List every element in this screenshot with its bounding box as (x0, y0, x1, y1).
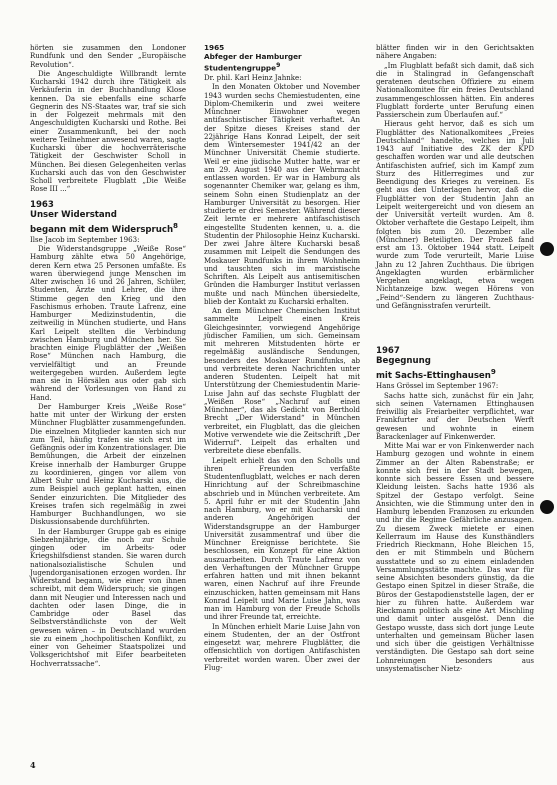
section-year: 1965 (204, 43, 225, 52)
paragraph: Sachs hatte sich, zunächst für ein Jahr, sich seinen Vaternamen Ettinghausen freiwillig als Freiarbeiter verpflichtet, war Frankfurter auf der Deutschen Werft gewesen und wohnte in einem Barackenlager auf Finkenwerder. (376, 390, 534, 441)
paragraph: In der Hamburger Gruppe gab es einige Siebzehnjährige, die noch zur Schule gingen oder im Arbeits- oder Kriegshilfsdienst standen. Sie waren durch nationalsozialistische Schulen und Jugendorganisationen erzogen worden. Ihr Widerstand begann, wie einer von ihnen schreibt, mit dem Widerspruch; sie gingen dann mit Neugier und Interessen nach und dachten oder lasen Dinge, die in Cambridge oder Basel das Selbstverständlichste von der Welt gewesen wären – in Deutschland wurden sie zu einem „hochpolitischen Konflikt, zu einer von Geheimer Staatspolizei und Volksgerichtshof mit Eifer bearbeiteten Hochverratssache“. (30, 526, 186, 668)
column-1 (30, 44, 186, 669)
byline: Hans Grössel im September 1967: (376, 381, 499, 391)
paragraph: hörten sie zusammen den Londoner Rundfunk und den Sender „Europäische Revolution“. (30, 43, 186, 69)
quote: „Im Flugblatt befaßt sich damit, daß sich die in Stalingrad in Gefangenschaft geratenen deutschen Offiziere zu einem Nationalkomitee für ein freies Deutschland zusammengeschlossen hätten. Ein anderes Flugblatt forderte unter Berufung einen Passierschein zum Überlaufen auf.“ (376, 60, 534, 119)
byline: Dr. phil. Karl Heinz Jahnke: (204, 73, 302, 83)
section-heading: begann mit dem Widerspruch$^8$ (30, 220, 179, 235)
page-number: 4 (30, 760, 36, 770)
punch-hole (540, 242, 554, 256)
section-heading: mit Sachs-Ettinghausen$^9$ (376, 367, 496, 382)
column-3 (376, 44, 534, 674)
footnote-marker: 8 (173, 220, 179, 230)
paragraph: Die Angeschuldigte Willbrandt lernte Kucharski 1942 durch ihre Tätigkeit als Verkäuferin in der Buchhandlung Klose kennen. Da sie ebenfalls eine scharfe Gegnerin des NS-Staates war, traf sie sich in der Folgezeit mehrmals mit den Angeschuldigten Kucharski und Rothe. Bei einer Zusammenkunft, bei der noch weitere Teilnehmer anwesend waren, sagte Kucharski über die hochverräterische Tätigkeit der Geschwister Scholl in München. Bei diesen Gelegenheiten verlas Kucharski auch das von den Geschwister Scholl verbreitete Flugblatt „Die Weiße Rose III ...“ (30, 68, 186, 194)
paragraph: Hieraus geht hervor, daß es sich um Flugblätter des Nationalkomitees „Freies Deutschland“ handelte, welches im Juli 1943 auf Initiative des ZK der KPD geschaffen worden war und alle deutschen Antifaschisten aufrief, sich im Kampf zum Sturz des Hitlerregimes und zur Beendigung des Krieges zu vereinen. Es geht aus den Unterlagen hervor, daß die Flugblätter von der Studentin Jahn an Leipelt weitergereicht und von diesem an der Universität verteilt wurden. Am 8. Oktober verhaftete die Gestapo Leipelt, ihm folgten bis zum 20. Dezember alle (Münchner) Beteiligten. Der Prozeß fand erst am 13. Oktober 1944 statt. Leipelt wurde zum Tode verurteilt, Marie Luise Jahn zu 12 Jahren Zuchthaus. Die übrigen Angeklagten wurden erbärmlicher Vergehen angeklagt, etwa wegen Nichtanzeige bzw. wegen Hörens von „Feind“-Sendern zu längeren Zuchthaus- und Gefängnisstrafen verurteilt. (376, 119, 534, 310)
section-heading: Unser Widerstand (30, 209, 117, 220)
footnote-marker: 9 (490, 367, 496, 377)
section-heading: Studentengruppe$^9$ (204, 62, 281, 73)
section-year: 1963 (30, 199, 54, 210)
paragraph: Leipelt erhielt das von den Scholls und ihren Freunden verfaßte Studentenflugblatt, welches er nach deren Hinrichtung auf der Schreibmaschine abschrieb und in München verbreitete. Am 5. April fuhr er mit der Studentin Jahn nach Hamburg, wo er mit Kucharski und anderen Angehörigen der Widerstandsgruppe an der Hamburger Universität zusammentraf und über die Münchner Ereignisse berichtete. Sie beschlossen, ein Konzept für eine Aktion auszuarbeiten. Durch Traute Lafrenz von den Verhaftungen der Münchner Gruppe erfahren hatten und mit ihnen bekannt waren, einen Nachruf auf ihre Freunde einzuschicken, hatten gemeinsam mit Hans Konrad Leipelt und Marie Luise Jahn, was man im Hamburg von der Freude Scholls und ihrer Freunde tat, erreichte. (204, 455, 360, 622)
paragraph: In den Monaten Oktober und November 1943 wurden sechs Chemiestudenten, eine Diplom-Chemikerin und zwei weitere Münchner Einwohner wegen antifaschistischer Tätigkeit verhaftet. An der Spitze dieses Kreises stand der 22jährige Hans Konrad Leipelt, der seit dem Wintersemester 1941/42 an der Münchner Universität Chemie studierte. Weil er eine jüdische Mutter hatte, war er am 29. August 1940 aus der Wehrmacht entlassen worden. Er war in Hamburg als sogenannter Chemiker war, gelang es ihm, seinem Sohn einen Studienplatz an der Hamburger Universität zu besorgen. Hier studierte er drei Semester. Während dieser Zeit lernte er mehrere antifaschistisch eingestellte Studenten kennen, u. a. die Studentin der Philosophie Heinz Kucharski. Der zwei Jahre ältere Kucharski besaß zusammen mit Leipelt die Sendungen des Moskauer Rundfunks in ihrem Wohnheim und tauschten sich im marxistische Schriften. Als Leipelt aus antisemitischen Gründen die Hamburger Institut verlassen mußte und nach München übersiedelte, blieb der Kontakt zu Kucharski erhalten. (204, 82, 360, 306)
footnote-marker: 9 (276, 62, 281, 70)
section-year: 1967 (376, 346, 400, 356)
paragraph: An dem Münchner Chemischen Institut sammelte Leipelt einen Kreis Gleichgesinnter, vorwiegend Angehörige jüdischer Familien, um sich. Gemeinsam mit mehreren Mitstudenten hörte er regelmäßig ausländische Sendungen, besonders des Moskauer Rundfunks, ab und verbreitete deren Nachrichten unter anderen Studenten. Leipelt hat mit Unterstützung der Chemiestudentin Marie-Luise Jahn auf das sechste Flugblatt der „Weißen Rose“ „Nachruf auf einen Münchner“, das als Gedicht von Berthold Brecht „Der Widerstand“ in München verbreitet, ein Flugblatt, das die gleichen Motive verwendete wie die Zeitschrift „Der Widerruf“. Leipelt das erhalten und verbreitete diese ebenfalls. (204, 306, 360, 456)
section-heading: Begegnung (376, 356, 431, 367)
punch-hole (540, 500, 554, 514)
paragraph: Die Widerstandsgruppe „Weiße Rose“ Hamburg zählte etwa 50 Angehörige, deren Kern etwa 25 Personen umfaßte. Es waren überwiegend junge Menschen im Alter zwischen 16 und 26 Jahren, Schüler, Studenten, Ärzte und Lehrer, die ihre Stimme gegen den Krieg und den Faschismus erhoben. Traute Lafrenz, eine Hamburger Medizinstudentin, die zeitweilig in München studierte, und Hans Karl Leipelt stellten die Verbindung zwischen Hamburg und München her. Sie brachten einige Flugblätter der „Weißen Rose“ München nach Hamburg, die vervielfältigt und an Freunde weitergegeben wurden. Außerdem legte man sie in Hörsälen aus oder gab sich während der Vorlesungen von Hand zu Hand. (30, 244, 186, 402)
paragraph: In München erhielt Marie Luise Jahn von einem Studenten, der an der Ostfront eingesetzt war, mehrere Flugblätter, die offensichtlich von dortigen Antifaschisten verbreitet worden waren. Über zwei der Flug- (204, 621, 360, 672)
section-heading: Abfeger der Hamburger (204, 52, 302, 62)
paragraph: Mitte Mai war er von Finkenwerder nach Hamburg gezogen und wohnte in einem Zimmer an der Alten Rabenstraße; er konnte sich frei in der Stadt bewegen, konnte sich bessere Essen und bessere Kleidung leisten. Sachs hatte 1936 als Spitzel der Gestapo verfolgt. Seine Ansichten, wie die Stimmung unter den in Hamburg lebenden Franzosen zu erkunden und ihr die Regime Gefährliche anzusagen. Zu diesem Zweck mietete er einen Kellerraum im Hause des Kunsthändlers Friedrich Rieckmann, Hohe Bleichen 15, den er mit Stimmbeln und Büchern ausstattete und so zu einem einladenden Versammlungsstätte machte. Das war für seine Absichten besonders günstig, da die Gestapo einen Spitzel in dieser Straße, die Büros der Gestapodienststelle lagen, der er hier zu führen hatte. Außerdem war Rieckmann politisch als eine Art Mischling und damit unter ausgelöst. Denn die Gestapo wusste, dass sich dort junge Leute unterhalten und gemeinsam Bücher lasen und sich über die geistigen Verhältnisse verständigten. Die Gestapo sah dort seine Lohnreiungen besonders aus unsystematischer Nietz- (376, 441, 534, 673)
paragraph: blätter finden wir in den Gerichtsakten nähere Angaben: (376, 43, 534, 61)
paragraph: Der Hamburger Kreis „Weiße Rose“ hatte mit unter der Wirkung der ersten Münchner Flugblätter zusammengefunden. Die einzelnen Mitglieder kannten sich nur zum Teil, häufig trafen sie sich erst im Gefängnis oder im Konzentrationslager. Die Bemühungen, die Arbeit der einzelnen Kreise innerhalb der Hamburger Gruppe zu koordinieren, gingen vor allem von Albert Suhr und Heinz Kucharski aus, die zum Beispiel auch geplant hatten, einen Sender einzurichten. Die Mitglieder des Kreises trafen sich regelmäßig in zwei Hamburger Buchhandlungen, wo sie Diskussionsabende durchführten. (30, 401, 186, 527)
column-2 (204, 44, 360, 673)
byline: Ilse Jacob im September 1963: (30, 234, 140, 244)
